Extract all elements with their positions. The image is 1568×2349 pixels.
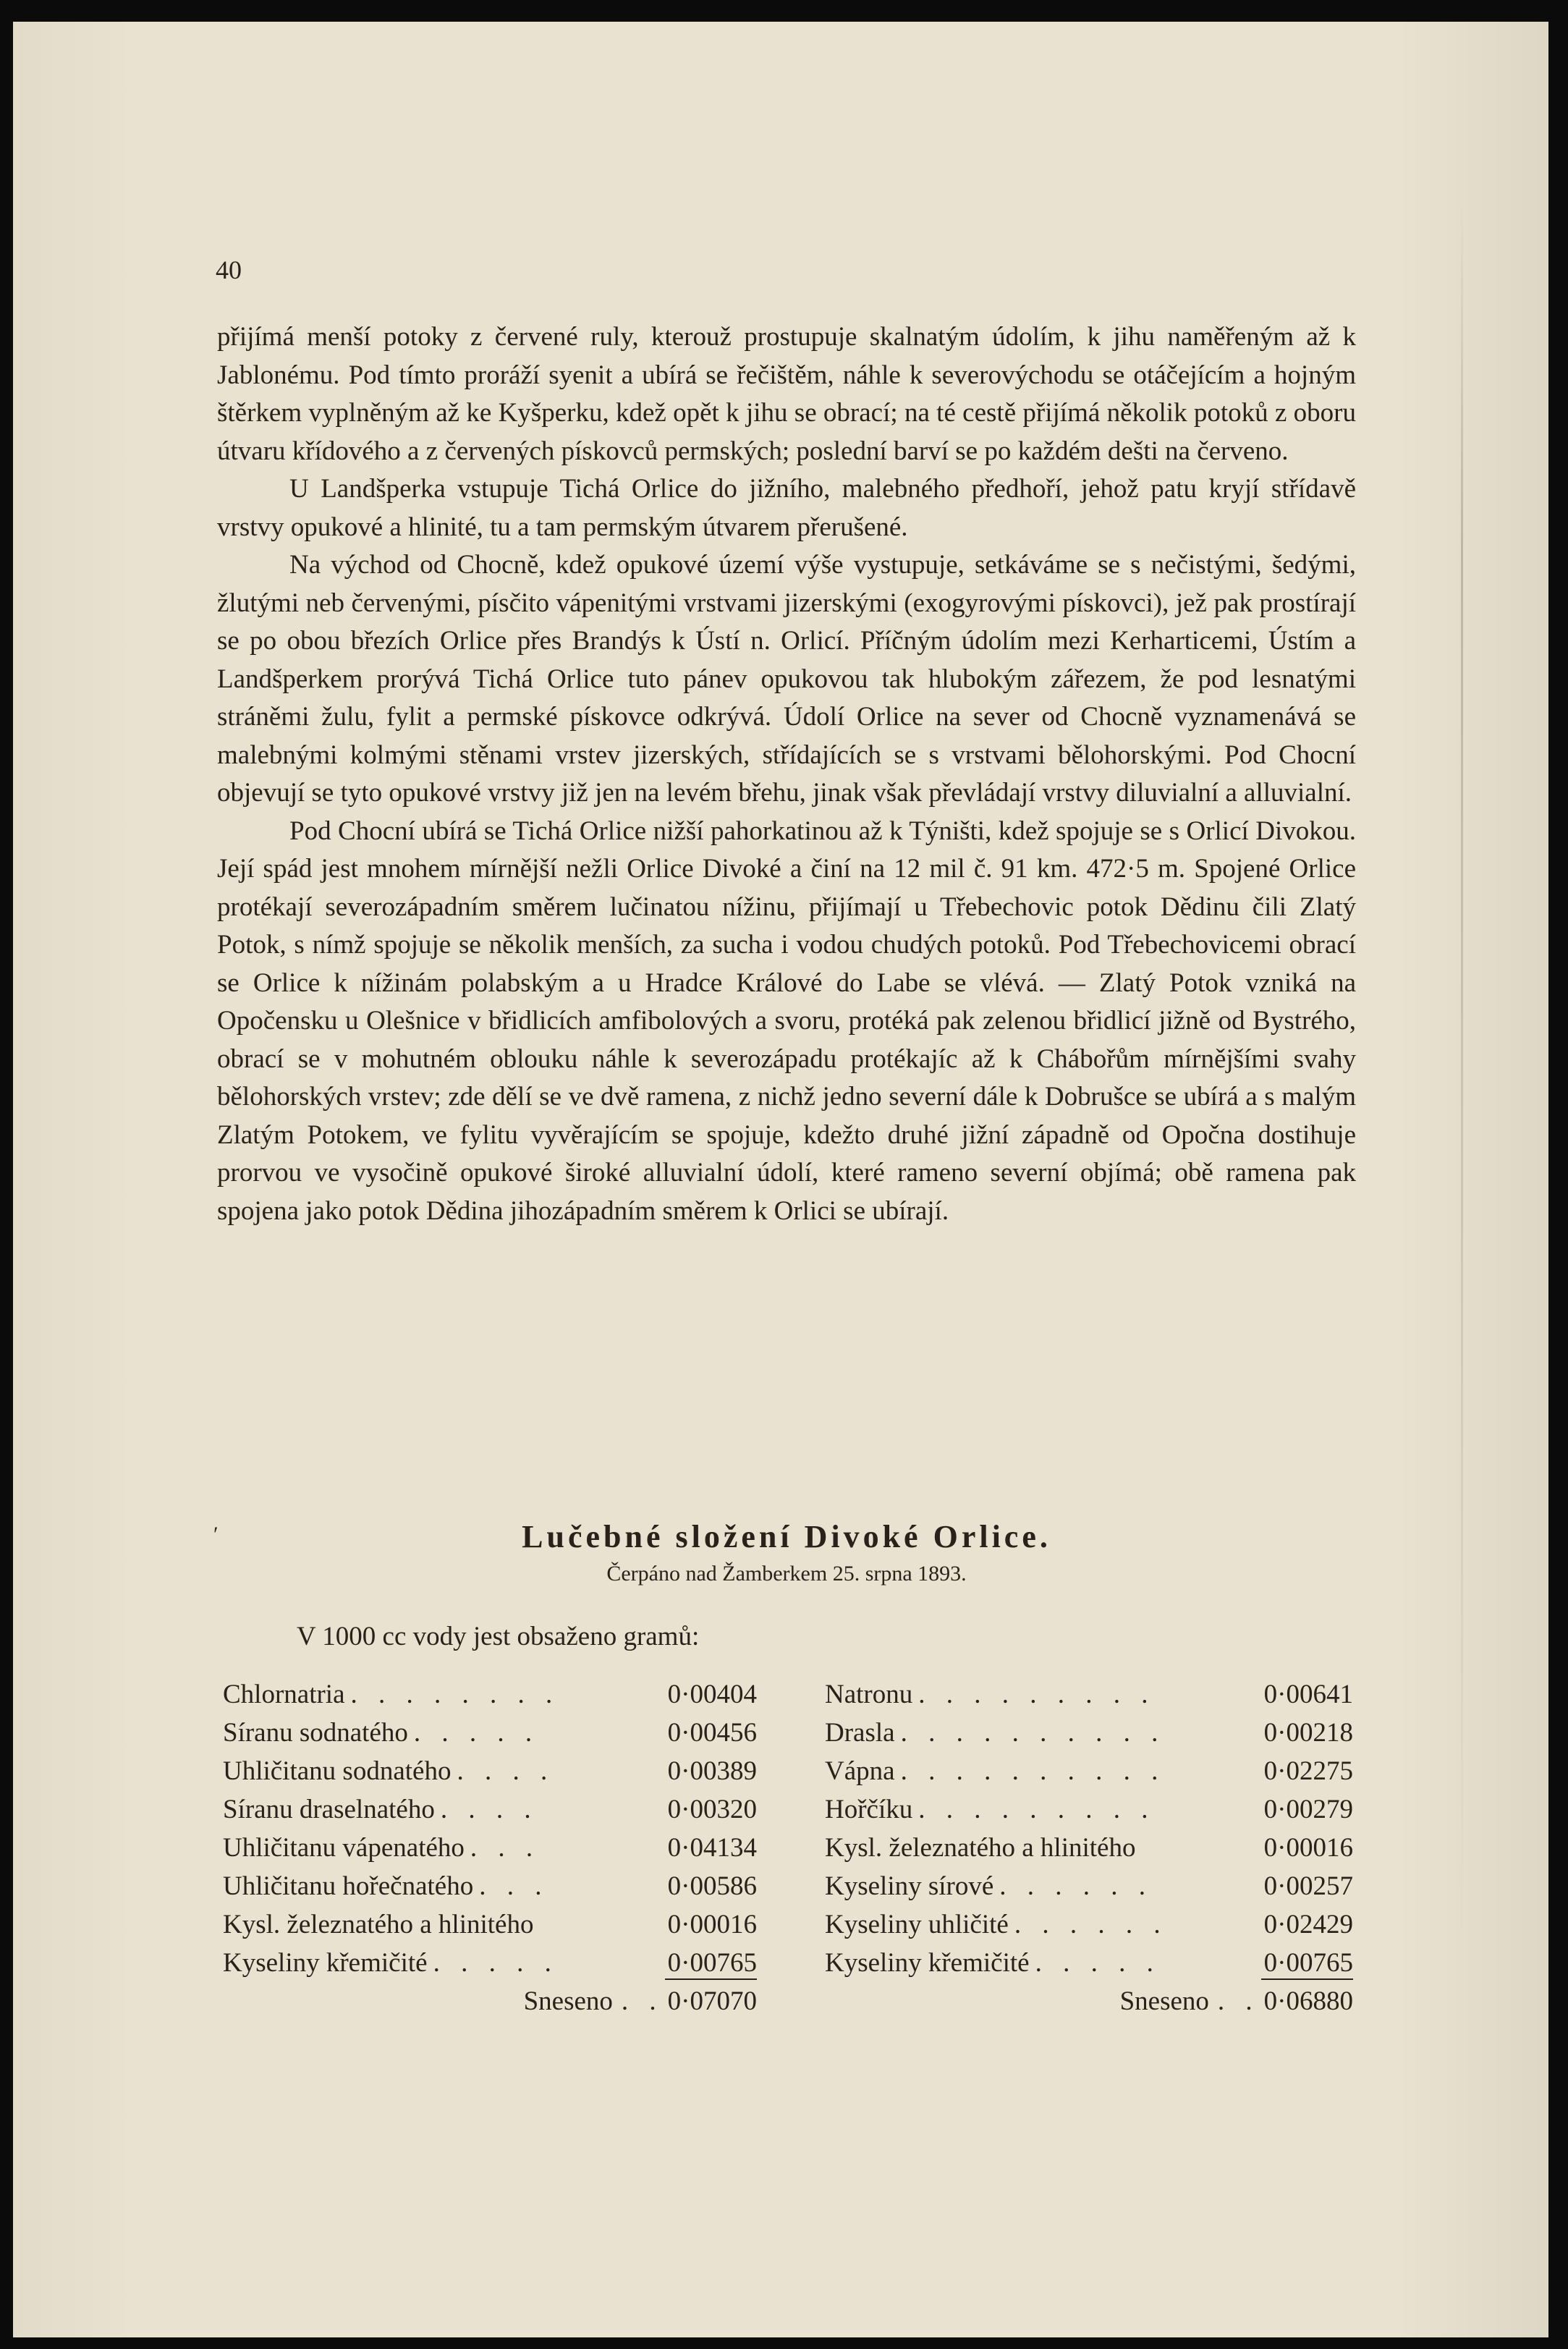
compound-name: Chlornatria <box>223 1680 345 1709</box>
leader-dots: . . . . <box>440 1795 538 1824</box>
compound-value: 0·00279 <box>1263 1795 1353 1824</box>
compound-value: 0·00765 <box>665 1947 757 1980</box>
table-row <box>223 1871 757 1909</box>
paragraph: U Landšperka vstupuje Tichá Orlice do jižního, malebného předhoří, jehož patu kryjí střídavě vrstvy opukové a hlinité, tu a tam permským útvarem přerušené. <box>217 474 1356 542</box>
table-row <box>825 1717 1353 1756</box>
page-number: 40 <box>216 255 242 284</box>
table-row <box>825 1679 1353 1717</box>
table-total-row <box>223 1986 757 2024</box>
leader-dots: . . . . . <box>413 1718 540 1748</box>
page-edge-shadow <box>1461 203 1463 1939</box>
leader-dots: . . . . . . . . . <box>918 1795 1156 1824</box>
compound-value: 0·02429 <box>1263 1910 1353 1939</box>
table-row <box>223 1832 757 1871</box>
table-row <box>223 1679 757 1717</box>
composition-table-right <box>825 1679 1353 2024</box>
leader-dots: . . . . . . <box>1014 1910 1168 1939</box>
table-row <box>825 1832 1353 1871</box>
compound-name: Uhličitanu sodnatého <box>223 1756 452 1786</box>
table-row <box>825 1871 1353 1909</box>
leader-dots: . . . . . . . . <box>350 1680 560 1709</box>
leader-dots: . . <box>621 1986 664 2016</box>
compound-value: 0·00389 <box>667 1756 757 1786</box>
total-value: 0·07070 <box>667 1986 757 2016</box>
leader-dots: . . . <box>479 1871 549 1901</box>
table-row <box>223 1717 757 1756</box>
compound-value: 0·00641 <box>1263 1680 1353 1709</box>
table-row <box>825 1794 1353 1832</box>
paragraph: Pod Chocní ubírá se Tichá Orlice nižší pahorkatinou až k Týništi, kdež spojuje se s Orlicí Divokou. Její spád jest mnohem mírnější nežli Orlice Divoké a činí na 12 mil č. 91 km. 472·5 m. Spojené Orlice protékají severozápadním směrem lučinatou nížinu, přijímají u Třebechovic potok Dědinu čili Zlatý Potok, s nímž spojuje se několik menších, za sucha i vodou chudých potoků. Pod Třebechovicemi obrací se Orlice k nížinám polabským a u Hradce Králové do Labe se vlévá. — Zlatý Potok vzniká na Opočensku u Olešnice v břidlicích amfibolových a svoru, protéká pak zelenou břidlicí jižně od Bystrého, obrací se v mohutném oblouku náhle k severozápadu protékajíc až k Chábořům mírnějšími svahy bělohorských vrstev; zde dělí se ve dvě ramena, z nichž jedno severní dále k Dobrušce se ubírá a s malým Zlatým Potokem, ve fylitu vyvěrajícím se spojuje, kdežto druhé jižní západně od Opočna dostihuje prorvou ve vysočině opukové široké alluvialní údolí, které rameno severní objímá; obě ramena pak spojena jako potok Dědina jihozápadním směrem k Orlici se ubírají. <box>217 816 1356 1226</box>
table-row <box>223 1947 757 1986</box>
compound-value: 0·00016 <box>667 1910 757 1939</box>
compound-name: Drasla <box>825 1718 895 1748</box>
leader-dots: . . . . . . . . . . <box>900 1718 1166 1748</box>
table-total-row <box>825 1986 1353 2024</box>
table-row <box>825 1909 1353 1947</box>
table-intro: V 1000 cc vody jest obsaženo gramů: <box>297 1622 700 1651</box>
total-value: 0·06880 <box>1263 1986 1353 2016</box>
body-text <box>217 318 1356 1230</box>
table-row <box>223 1756 757 1794</box>
leader-dots: . . . . . <box>433 1948 559 1978</box>
compound-name: Uhličitanu vápenatého <box>223 1833 465 1863</box>
compound-name: Natronu <box>825 1680 913 1709</box>
compound-value: 0·00456 <box>667 1718 757 1748</box>
compound-value: 0·00320 <box>667 1795 757 1824</box>
compound-name: Síranu draselnatého <box>223 1795 435 1824</box>
compound-name: Uhličitanu hořečnatého <box>223 1871 474 1901</box>
paragraph: přijímá menší potoky z červené ruly, kterouž prostupuje skalnatým údolím, k jihu naměřeným až k Jablonému. Pod tímto proráží syenit a ubírá se řečištěm, náhle k severovýchodu se otáčejícím a hojným štěrkem vyplněným až ke Kyšperku, kdež opět k jihu se obrací; na té cestě přijímá několik potoků z oboru útvaru křídového a z červených pískovců permských; poslední barví se po každém dešti na červeno. <box>217 322 1356 466</box>
compound-name: Kyseliny uhličité <box>825 1910 1009 1939</box>
leader-dots: . . <box>1217 1986 1260 2016</box>
compound-name: Kyseliny křemičité <box>223 1948 428 1978</box>
compound-name: Vápna <box>825 1756 895 1786</box>
compound-value: 0·00765 <box>1261 1947 1353 1980</box>
compound-value: 0·00586 <box>667 1871 757 1901</box>
leader-dots: . . . <box>470 1833 541 1863</box>
table-row <box>825 1756 1353 1794</box>
compound-value: 0·02275 <box>1263 1756 1353 1786</box>
table-subtitle: Čerpáno nad Žamberkem 25. srpna 1893. <box>606 1562 967 1586</box>
compound-value: 0·00257 <box>1263 1871 1353 1901</box>
leader-dots: . . . . <box>457 1756 555 1786</box>
table-row <box>825 1947 1353 1986</box>
total-label: Sneseno <box>1119 1986 1209 2016</box>
compound-name: Kyseliny křemičité <box>825 1948 1030 1978</box>
leader-dots: . . . . . . . . . <box>918 1680 1156 1709</box>
compound-name: Kyseliny sírové <box>825 1871 994 1901</box>
compound-name: Kysl. železnatého a hlinitého <box>825 1833 1136 1863</box>
compound-value: 0·00218 <box>1263 1718 1353 1748</box>
leader-dots: . . . . . . <box>999 1871 1153 1901</box>
compound-name: Kysl. železnatého a hlinitého <box>223 1910 534 1939</box>
table-row <box>223 1794 757 1832</box>
paragraph: Na východ od Chocně, kdež opukové území výše vystupuje, setkáváme se s nečistými, šedými, žlutými neb červenými, písčito vápenitými vrstvami jizerskými (exogyrovými pískovci), jež pak prostírají se po obou březích Orlice přes Brandýs k Ústí n. Orlicí. Příčným údolím mezi Kerharticemi, Ústím a Landšperkem prorývá Tichá Orlice tuto pánev opukovou tak hlubokým zářezem, že pod lesnatými stráněmi žulu, fylit a permské pískovce odkrývá. Údolí Orlice na sever od Chocně vyznamenává se malebnými kolmými stěnami vrstev jizerských, střídajících se s vrstvami bělohorskými. Pod Chocní objevují se tyto opukové vrstvy již jen na levém břehu, jinak však převládají vrstvy diluvialní a alluvialní. <box>217 550 1356 808</box>
total-label: Sneseno <box>523 1986 613 2016</box>
compound-name: Síranu sodnatého <box>223 1718 408 1748</box>
compound-name: Hořčíku <box>825 1795 913 1824</box>
table-title: Lučebné složení Divoké Orlice. <box>522 1519 1051 1554</box>
table-row <box>223 1909 757 1947</box>
compound-value: 0·00016 <box>1263 1833 1353 1863</box>
margin-tick-mark: ′ <box>213 1523 219 1546</box>
compound-value: 0·00404 <box>667 1680 757 1709</box>
compound-value: 0·04134 <box>667 1833 757 1863</box>
composition-table-left <box>223 1679 757 2024</box>
leader-dots: . . . . . . . . . . <box>900 1756 1166 1786</box>
leader-dots: . . . . . <box>1035 1948 1161 1978</box>
